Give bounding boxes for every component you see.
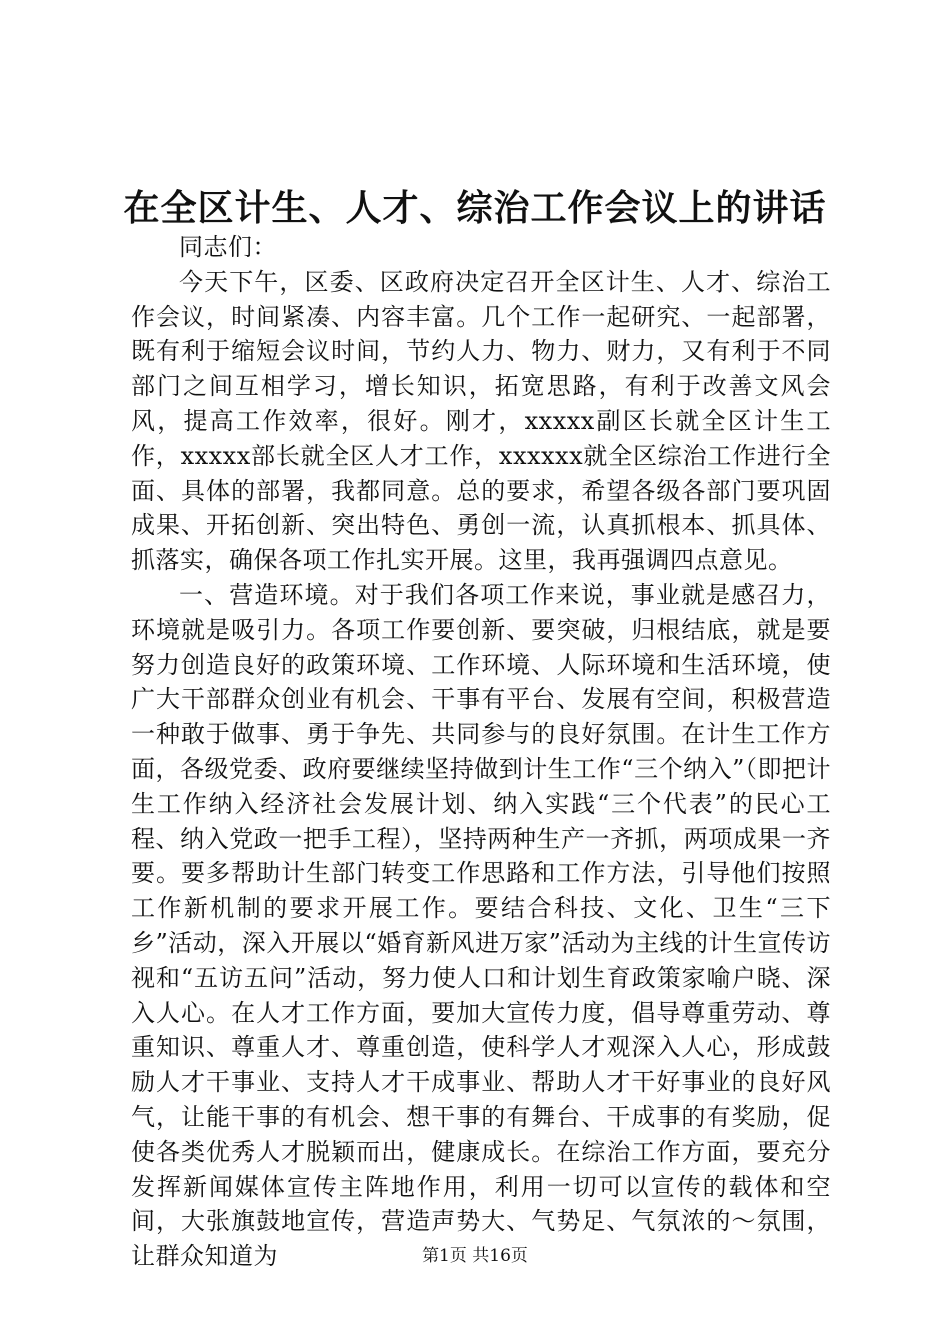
document-body xyxy=(131,230,831,1274)
paragraph-section-one: 一、营造环境。对于我们各项工作来说，事业就是感召力，环境就是吸引力。各项工作要创新、要突破，归根结底，就是要努力创造良好的政策环境、工作环境、人际环境和生活环境，使广大干部群众创业有机会、干事有平台、发展有空间，积极营造一种敢于做事、勇于争先、共同参与的良好氛围。在计生工作方面，各级党委、政府要继续坚持做到计生工作“三个纳入”（即把计生工作纳入经济社会发展计划、纳入实践“三个代表”的民心工程、纳入党政一把手工程），坚持两种生产一齐抓，两项成果一齐要。要多帮助计生部门转变工作思路和工作方法，引导他们按照工作新机制的要求开展工作。要结合科技、文化、卫生“三下乡”活动，深入开展以“婚育新风进万家”活动为主线的计生宣传访视和“五访五问”活动，努力使人口和计划生育政策家喻户晓、深入人心。在人才工作方面，要加大宣传力度，倡导尊重劳动、尊重知识、尊重人才、尊重创造，使科学人才观深入人心，形成鼓励人才干事业、支持人才干成事业、帮助人才干好事业的良好风气，让能干事的有机会、想干事的有舞台、干成事的有奖励，促使各类优秀人才脱颖而出，健康成长。在综治工作方面，要充分发挥新闻媒体宣传主阵地作用，利用一切可以宣传的载体和空间，大张旗鼓地宣传，营造声势大、气势足、气氛浓的～氛围，让群众知道为 xyxy=(131,580,831,1271)
document-title: 在全区计生、人才、综治工作会议上的讲话 xyxy=(123,187,827,229)
paragraph-intro: 今天下午，区委、区政府决定召开全区计生、人才、综治工作会议，时间紧凑、内容丰富。几个工作一起研究、一起部署，既有利于缩短会议时间，节约人力、物力、财力，又有利于不同部门之间互相学习，增长知识，拓宽思路，有利于改善文风会风，提高工作效率，很好。刚才，xxxxx副区长就全区计生工作，xxxxx部长就全区人才工作，xxxxxx就全区综治工作进行全面、具体的部署，我都同意。总的要求，希望各级各部门要巩固成果、开拓创新、突出特色、勇创一流，认真抓根本、抓具体、抓落实，确保各项工作扎实开展。这里，我再强调四点意见。 xyxy=(131,267,831,575)
paragraph-salutation: 同志们： xyxy=(179,233,277,261)
page-number-footer: 第1页 共16页 xyxy=(422,1246,528,1266)
